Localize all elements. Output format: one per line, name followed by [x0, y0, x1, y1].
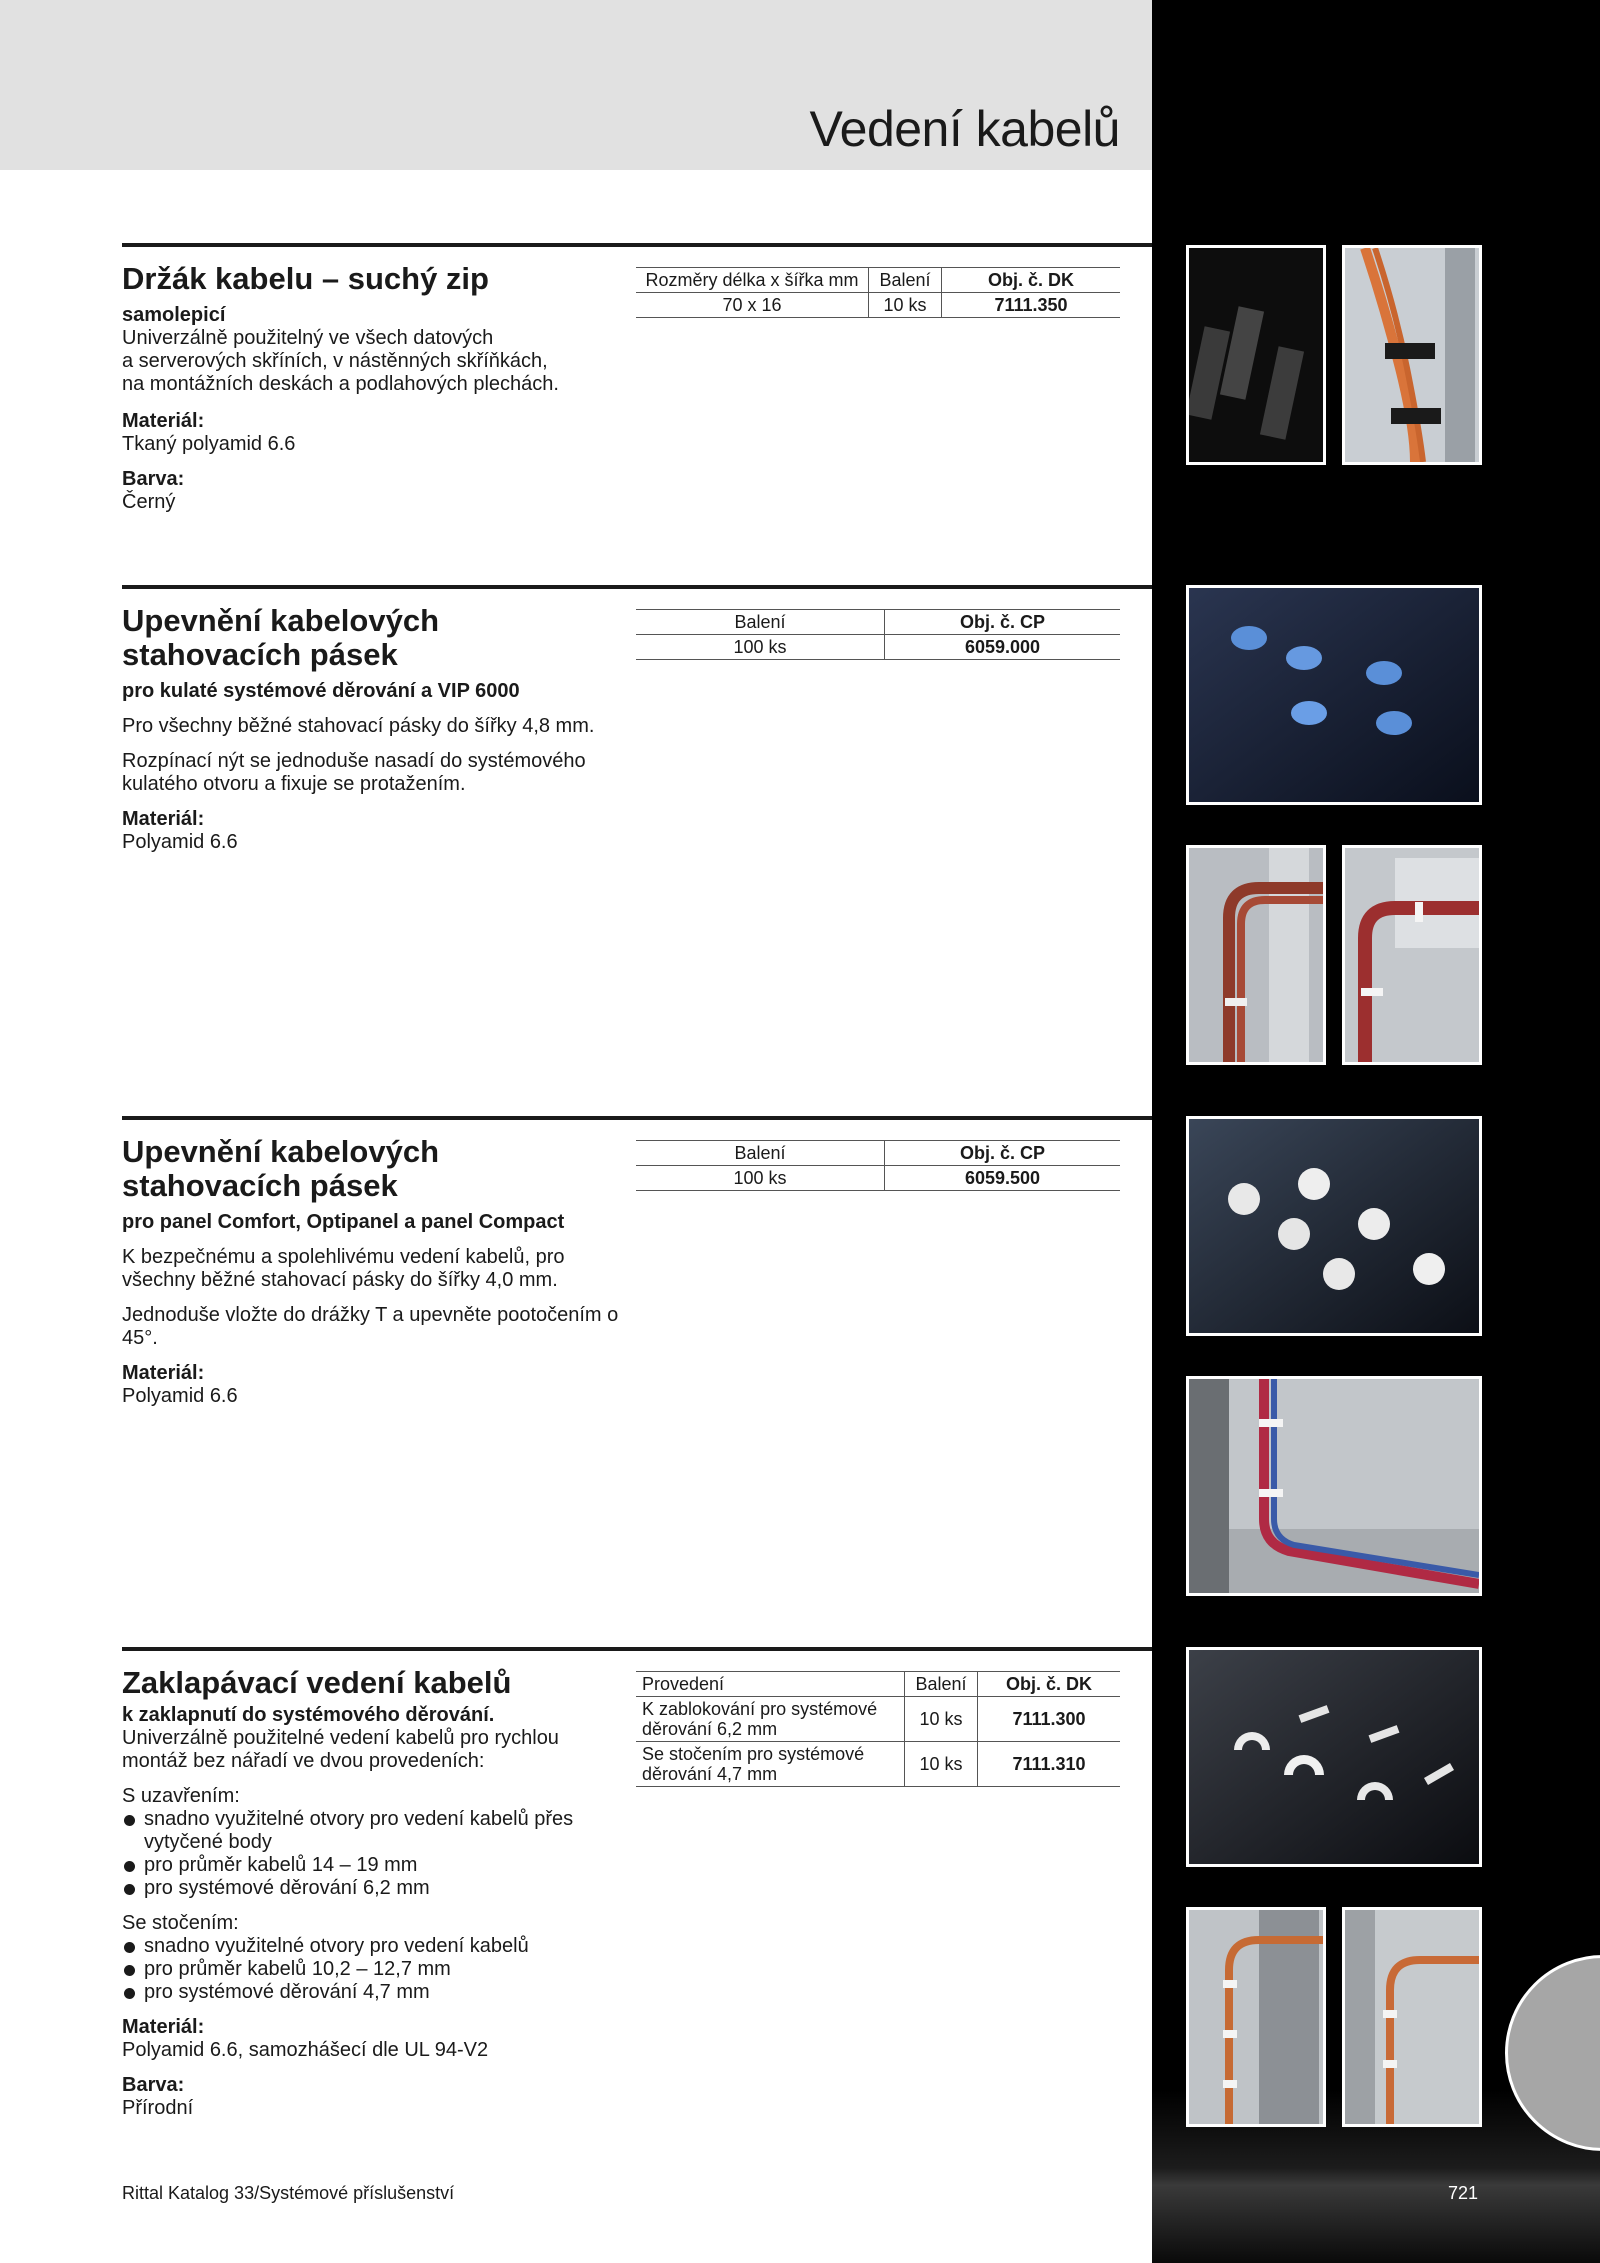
table-row: [636, 1166, 1120, 1191]
section-divider: [122, 1116, 1152, 1120]
section-paragraph: Jednoduše vložte do drážky T a upevněte pootočením o 45°.: [122, 1304, 619, 1349]
product-photo-white-mounts: [1186, 1116, 1482, 1336]
footer-catalog: Rittal Katalog 33/Systémové příslušenství: [122, 2183, 455, 2203]
section-subtitle: k zaklapnutí do systémového děrování.: [122, 1704, 495, 1726]
material-value: Polyamid 6.6: [122, 831, 238, 853]
color-value: Přírodní: [122, 2097, 194, 2119]
material-label: Materiál:: [122, 1362, 205, 1384]
list-item: pro systémové děrování 6,2 mm: [122, 1877, 622, 1900]
table-cell: Se stočením pro systémové děrování 4,7 mm: [636, 1742, 905, 1787]
table-cell: 100 ks: [636, 1166, 885, 1191]
product-photo-blue-rivets: [1186, 585, 1482, 805]
section-subtitle: pro panel Comfort, Optipanel a panel Compact: [122, 1211, 565, 1233]
list-item: pro průměr kabelů 14 – 19 mm: [122, 1854, 622, 1877]
color-block: [122, 468, 622, 514]
material-value: Polyamid 6.6, samozhášecí dle UL 94-V2: [122, 2039, 489, 2061]
page-number: 721: [1448, 2183, 1479, 2203]
section-heading: Držák kabelu – suchý zip: [122, 261, 489, 296]
material-value: Tkaný polyamid 6.6: [122, 433, 296, 455]
list-item: snadno využitelné otvory pro vedení kabelů přes vytyčené body: [122, 1808, 622, 1854]
section-heading: Upevnění kabelových stahovacích pásek: [122, 603, 440, 672]
list-item: snadno využitelné otvory pro vedení kabelů: [122, 1935, 622, 1958]
table-header: Obj. č. DK: [942, 268, 1121, 293]
spec-table: [636, 267, 1120, 318]
material-value: Polyamid 6.6: [122, 1385, 238, 1407]
table-cell: K zablokování pro systémové děrování 6,2 mm: [636, 1697, 905, 1742]
section-heading: Zaklapávací vedení kabelů: [122, 1665, 512, 1700]
product-photo-guides-installed-1: [1186, 1907, 1326, 2127]
order-number: 7111.300: [978, 1697, 1121, 1742]
order-number: 7111.310: [978, 1742, 1121, 1787]
material-label: Materiál:: [122, 410, 205, 432]
section-divider: [122, 585, 1152, 589]
spec-table: [636, 1140, 1120, 1191]
table-header: Obj. č. DK: [978, 1672, 1121, 1697]
table-row: [636, 635, 1120, 660]
variant-title: Se stočením:: [122, 1912, 239, 1934]
product-photo-mounts-installed: [1186, 1376, 1482, 1596]
material-label: Materiál:: [122, 808, 205, 830]
table-cell: 10 ks: [905, 1697, 978, 1742]
material-label: Materiál:: [122, 2016, 205, 2038]
table-row: [636, 1697, 1120, 1742]
spec-table: [636, 609, 1120, 660]
section-paragraph: Rozpínací nýt se jednoduše nasadí do systémového kulatého otvoru a fixuje se protažením.: [122, 750, 586, 795]
table-header: Obj. č. CP: [885, 610, 1121, 635]
order-number: 7111.350: [942, 293, 1121, 318]
section-heading: Upevnění kabelových stahovacích pásek: [122, 1134, 440, 1203]
color-label: Barva:: [122, 468, 185, 490]
section-snap-in-cable-guides: [122, 1666, 622, 2132]
bullet-list: [122, 1808, 622, 1900]
product-photo-velcro-installed: [1342, 245, 1482, 465]
variant-title: S uzavřením:: [122, 1785, 240, 1807]
table-header: Provedení: [636, 1672, 905, 1697]
section-subtitle: pro kulaté systémové děrování a VIP 6000: [122, 680, 520, 702]
page-title: Vedení kabelů: [809, 101, 1120, 157]
color-value: Černý: [122, 491, 176, 513]
table-cell: 10 ks: [905, 1742, 978, 1787]
section-divider: [122, 243, 1152, 247]
section-paragraph: K bezpečnému a spolehlivému vedení kabelů, pro všechny běžné stahovací pásky do šířky 4,0 mm.: [122, 1246, 565, 1291]
spec-table: [636, 1671, 1120, 1787]
section-paragraph: Pro všechny běžné stahovací pásky do šířky 4,8 mm.: [122, 715, 595, 737]
table-cell: 70 x 16: [636, 293, 869, 318]
order-number: 6059.000: [885, 635, 1121, 660]
table-header: Balení: [869, 268, 942, 293]
section-description: Univerzálně použitelný ve všech datových a serverových skříních, v nástěnných skříňkách, na montážních deskách a podlahových plechách.: [122, 327, 559, 395]
table-header: Balení: [636, 610, 885, 635]
table-row: [636, 293, 1120, 318]
table-header: Obj. č. CP: [885, 1141, 1121, 1166]
table-header: Rozměry délka x šířka mm: [636, 268, 869, 293]
section-divider: [122, 1647, 1152, 1651]
section-cable-tie-mounts-round: [122, 604, 622, 866]
list-item: pro systémové děrování 4,7 mm: [122, 1981, 622, 2004]
product-photo-rivets-installed-2: [1342, 845, 1482, 1065]
product-photo-velcro-strips: [1186, 245, 1326, 465]
material-block: [122, 410, 622, 456]
material-block: [122, 2016, 622, 2062]
order-number: 6059.500: [885, 1166, 1121, 1191]
material-block: [122, 1362, 622, 1408]
table-cell: 100 ks: [636, 635, 885, 660]
material-block: [122, 808, 622, 854]
section-intro: Univerzálně použitelné vedení kabelů pro rychlou montáž bez nářadí ve dvou provedeních:: [122, 1727, 559, 1772]
list-item: pro průměr kabelů 10,2 – 12,7 mm: [122, 1958, 622, 1981]
bullet-list: [122, 1935, 622, 2004]
product-photo-rivets-installed-1: [1186, 845, 1326, 1065]
color-label: Barva:: [122, 2074, 185, 2096]
section-velcro-holder: [122, 262, 622, 526]
section-cable-tie-mounts-panel: [122, 1135, 622, 1420]
table-cell: 10 ks: [869, 293, 942, 318]
product-photo-guides-installed-2: [1342, 1907, 1482, 2127]
color-block: [122, 2074, 622, 2120]
table-header: Balení: [636, 1141, 885, 1166]
section-subtitle: samolepicí: [122, 304, 226, 326]
table-header: Balení: [905, 1672, 978, 1697]
table-row: [636, 1742, 1120, 1787]
product-photo-snap-guides: [1186, 1647, 1482, 1867]
